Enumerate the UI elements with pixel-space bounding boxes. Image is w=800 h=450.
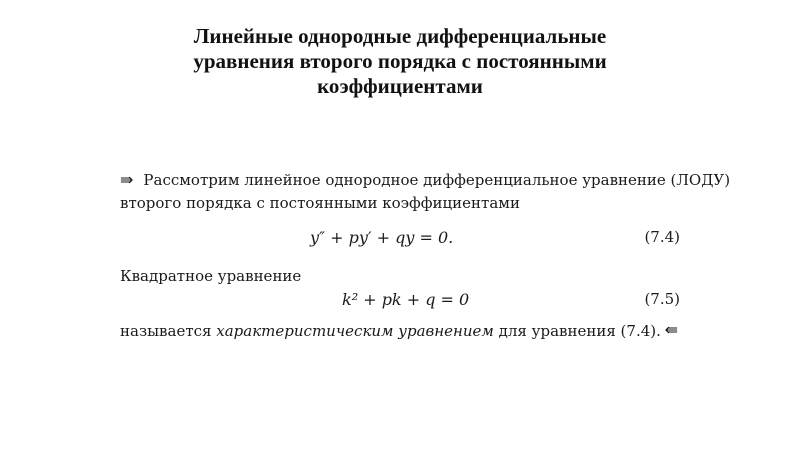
start-arrow-icon: ⇛ (120, 170, 134, 189)
equation-7-5-text: k² + pk + q = 0 (342, 290, 470, 309)
paragraph-1-text-a: Рассмотрим линейное однородное дифференциальное уравнение (ЛОДУ) (143, 171, 731, 189)
paragraph-2: Квадратное уравнение (120, 267, 302, 285)
equation-7-4 (310, 228, 453, 247)
end-arrow-icon: ⇚ (664, 320, 678, 339)
title-line-3: коэффициентами (317, 74, 483, 98)
title-line-2: уравнения второго порядка с постоянными (193, 49, 607, 73)
slide-title (150, 24, 650, 99)
paragraph-3 (120, 322, 661, 340)
equation-7-5 (342, 290, 469, 309)
equation-7-5-number: (7.5) (644, 290, 680, 308)
paragraph-3-term: характеристическим уравнением (216, 322, 494, 340)
paragraph-3-suffix: для уравнения (7.4). (498, 322, 661, 340)
paragraph-3-prefix: называется (120, 322, 212, 340)
paragraph-1-line-1 (120, 170, 730, 189)
equation-7-4-text: y″ + py′ + qy = 0. (310, 228, 454, 247)
title-line-1: Линейные однородные дифференциальные (193, 24, 607, 48)
equation-7-4-number: (7.4) (644, 228, 680, 246)
paragraph-1-line-2: второго порядка с постоянными коэффициентами (120, 194, 520, 212)
